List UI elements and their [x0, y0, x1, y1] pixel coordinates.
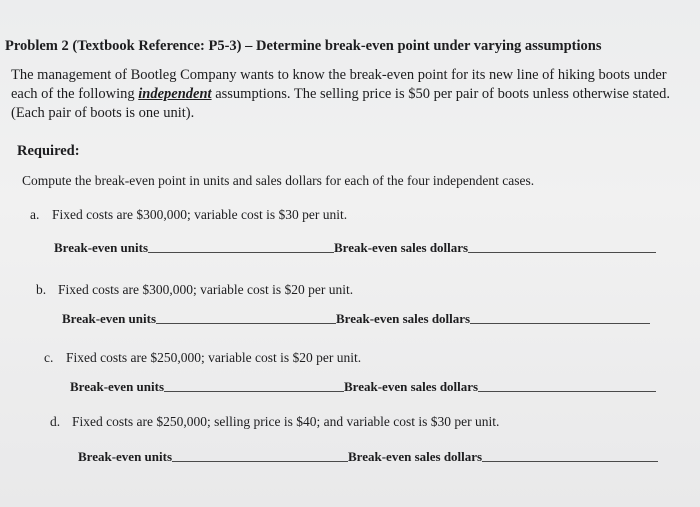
break-even-sales-label: Break-even sales dollars: [348, 449, 483, 464]
break-even-sales-blank[interactable]: [468, 251, 656, 253]
case-letter: c.: [44, 350, 54, 365]
case-letter: b.: [36, 282, 47, 297]
problem-title: Problem 2 (Textbook Reference: P5-3) – Determine break-even point under varying assumptions: [5, 38, 602, 54]
answer-row-c: [70, 379, 656, 395]
break-even-units-label: Break-even units: [62, 311, 157, 326]
break-even-units-label: Break-even units: [78, 449, 173, 464]
break-even-units-label: Break-even units: [54, 240, 149, 255]
instruction-text: Compute the break-even point in units and sales dollars for each of the four independent cases.: [22, 173, 535, 188]
break-even-units-label: Break-even units: [70, 379, 165, 394]
break-even-sales-blank[interactable]: [478, 390, 656, 392]
case-letter: d.: [50, 414, 61, 429]
break-even-sales-label: Break-even sales dollars: [334, 240, 469, 255]
case-a: [30, 207, 347, 223]
break-even-units-blank[interactable]: [172, 460, 348, 462]
intro-text-start: The management of Bootleg Company wants to know the break-even point for its new line of hiking boots under each of the following: [11, 67, 667, 102]
answer-row-a: [54, 240, 656, 256]
intro-text-end: assumptions. The selling price is $50 per pair of boots unless otherwise stated. (Each pair of boots is one unit).: [11, 86, 670, 121]
case-d: [50, 414, 499, 430]
break-even-sales-blank[interactable]: [482, 460, 658, 462]
break-even-sales-label: Break-even sales dollars: [336, 311, 471, 326]
case-c: [44, 350, 361, 366]
break-even-units-blank[interactable]: [148, 251, 334, 253]
answer-row-b: [62, 311, 650, 327]
case-text: Fixed costs are $300,000; variable cost is $20 per unit.: [58, 282, 354, 297]
break-even-sales-label: Break-even sales dollars: [344, 379, 479, 394]
break-even-sales-blank[interactable]: [470, 322, 650, 324]
problem-intro: [11, 66, 696, 123]
break-even-units-blank[interactable]: [164, 390, 344, 392]
case-text: Fixed costs are $250,000; variable cost is $20 per unit.: [66, 350, 362, 365]
intro-emphasis: independent: [138, 86, 212, 102]
break-even-units-blank[interactable]: [156, 322, 336, 324]
case-text: Fixed costs are $250,000; selling price is $40; and variable cost is $30 per unit.: [72, 414, 500, 429]
case-letter: a.: [30, 207, 40, 222]
case-b: [36, 282, 353, 298]
required-heading: Required:: [17, 143, 80, 159]
answer-row-d: [78, 449, 658, 465]
case-text: Fixed costs are $300,000; variable cost is $30 per unit.: [52, 207, 348, 222]
